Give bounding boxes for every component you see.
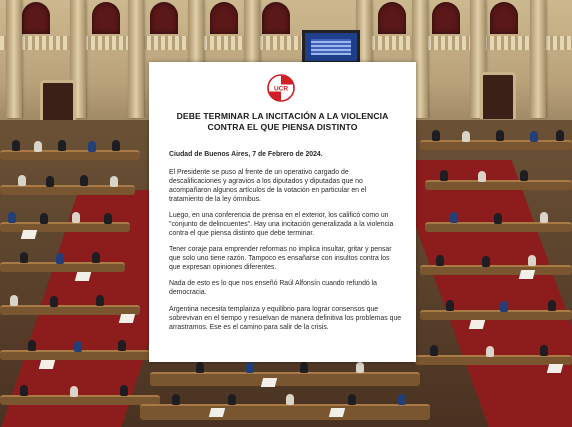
balcony-arch [432, 2, 460, 34]
desk-row [420, 310, 572, 320]
person [228, 394, 236, 405]
desk-row [140, 404, 430, 420]
person [120, 385, 128, 396]
statement-paragraph: El Presidente se puso al frente de un operativo cargado de descalificaciones y agravios a los diputados y diputadas que no acompañaron algunos artículos de la votación en particular en el tratamiento de la ley ómnibus. [169, 168, 367, 203]
balcony-arch [378, 2, 406, 34]
person [46, 176, 54, 187]
person [348, 394, 356, 405]
person [246, 362, 254, 373]
person [196, 362, 204, 373]
balcony-arch [490, 2, 518, 34]
title-line-2: CONTRA EL QUE PIENSA DISTINTO [207, 122, 358, 132]
person [20, 252, 28, 263]
statement-paragraph: Argentina necesita templanza y equilibrio para lograr consensos que sobrevivan en el tiempo y resuelvan de manera definitiva los problemas que arrastramos. Ese es el camino para salir de la crisis. [169, 305, 402, 331]
person [398, 394, 406, 405]
ucr-statement-card [149, 62, 416, 362]
person [356, 362, 364, 373]
column [530, 0, 546, 118]
person [92, 252, 100, 263]
person [96, 295, 104, 306]
paper [519, 270, 535, 279]
person [286, 394, 294, 405]
person [440, 170, 448, 181]
statement-paragraph: Nada de esto es lo que nos enseñó Raúl Alfonsín cuando refundó la democracia. [169, 280, 378, 297]
person [88, 141, 96, 152]
paper [469, 320, 485, 329]
balcony-arch [262, 2, 290, 34]
person [482, 256, 490, 267]
person [462, 131, 470, 142]
person [72, 212, 80, 223]
person [34, 141, 42, 152]
person [10, 295, 18, 306]
person [20, 385, 28, 396]
desk-row [425, 180, 572, 190]
paper [547, 364, 563, 373]
person [56, 253, 64, 264]
person [500, 301, 508, 312]
desk-row [420, 265, 572, 275]
person [530, 131, 538, 142]
person [486, 346, 494, 357]
column [6, 0, 22, 118]
statement-paragraph: Tener coraje para emprender reformas no implica insultar, gritar y pensar que solo uno tiene razón. Tampoco es ensañarse con insultos contra los que expresan opiniones diferentes. [169, 246, 392, 272]
person [540, 345, 548, 356]
desk-row [420, 140, 572, 150]
person [556, 130, 564, 141]
person [8, 212, 16, 223]
statement-paragraph: Luego, en una conferencia de prensa en el exterior, los calificó como un "conjunto de delincuentes". Hay una incitación generalizada a la violencia contra el que piensa distinto que debe terminar. [169, 212, 394, 237]
person [432, 130, 440, 141]
person [112, 140, 120, 151]
person [478, 171, 486, 182]
balcony-arch [22, 2, 50, 34]
person [50, 296, 58, 307]
monitor-screen [302, 30, 360, 64]
column [128, 0, 144, 118]
chamber-door [480, 72, 516, 119]
paper [75, 272, 91, 281]
balcony-arch [92, 2, 120, 34]
paper [329, 408, 345, 417]
person [58, 140, 66, 151]
person [430, 345, 438, 356]
person [80, 175, 88, 186]
paper [39, 360, 55, 369]
person [118, 340, 126, 351]
person [28, 340, 36, 351]
person [540, 212, 548, 223]
svg-text:UCR: UCR [273, 85, 289, 93]
statement-title [157, 111, 408, 133]
statement-date: Ciudad de Buenos Aires, 7 de Febrero de 2024. [169, 151, 323, 158]
balcony-arch [150, 2, 178, 34]
person [528, 255, 536, 266]
person [446, 300, 454, 311]
paper [209, 408, 225, 417]
balcony-arch [210, 2, 238, 34]
person [110, 176, 118, 187]
person [172, 394, 180, 405]
paper [119, 314, 135, 323]
person [548, 300, 556, 311]
title-line-1: DEBE TERMINAR LA INCITACIÓN A LA VIOLENCIA [176, 111, 389, 121]
person [74, 341, 82, 352]
person [494, 213, 502, 224]
person [520, 170, 528, 181]
person [40, 213, 48, 224]
desk-row [0, 305, 140, 315]
ucr-logo-icon [267, 74, 295, 102]
person [450, 212, 458, 223]
person [104, 213, 112, 224]
desk-row [0, 395, 160, 405]
statement-body [169, 151, 402, 340]
desk-row [150, 372, 420, 386]
desk-row [0, 150, 140, 160]
paper [261, 378, 277, 387]
person [70, 386, 78, 397]
person [300, 362, 308, 373]
person [12, 140, 20, 151]
person [496, 130, 504, 141]
person [436, 255, 444, 266]
person [18, 175, 26, 186]
paper [21, 230, 37, 239]
